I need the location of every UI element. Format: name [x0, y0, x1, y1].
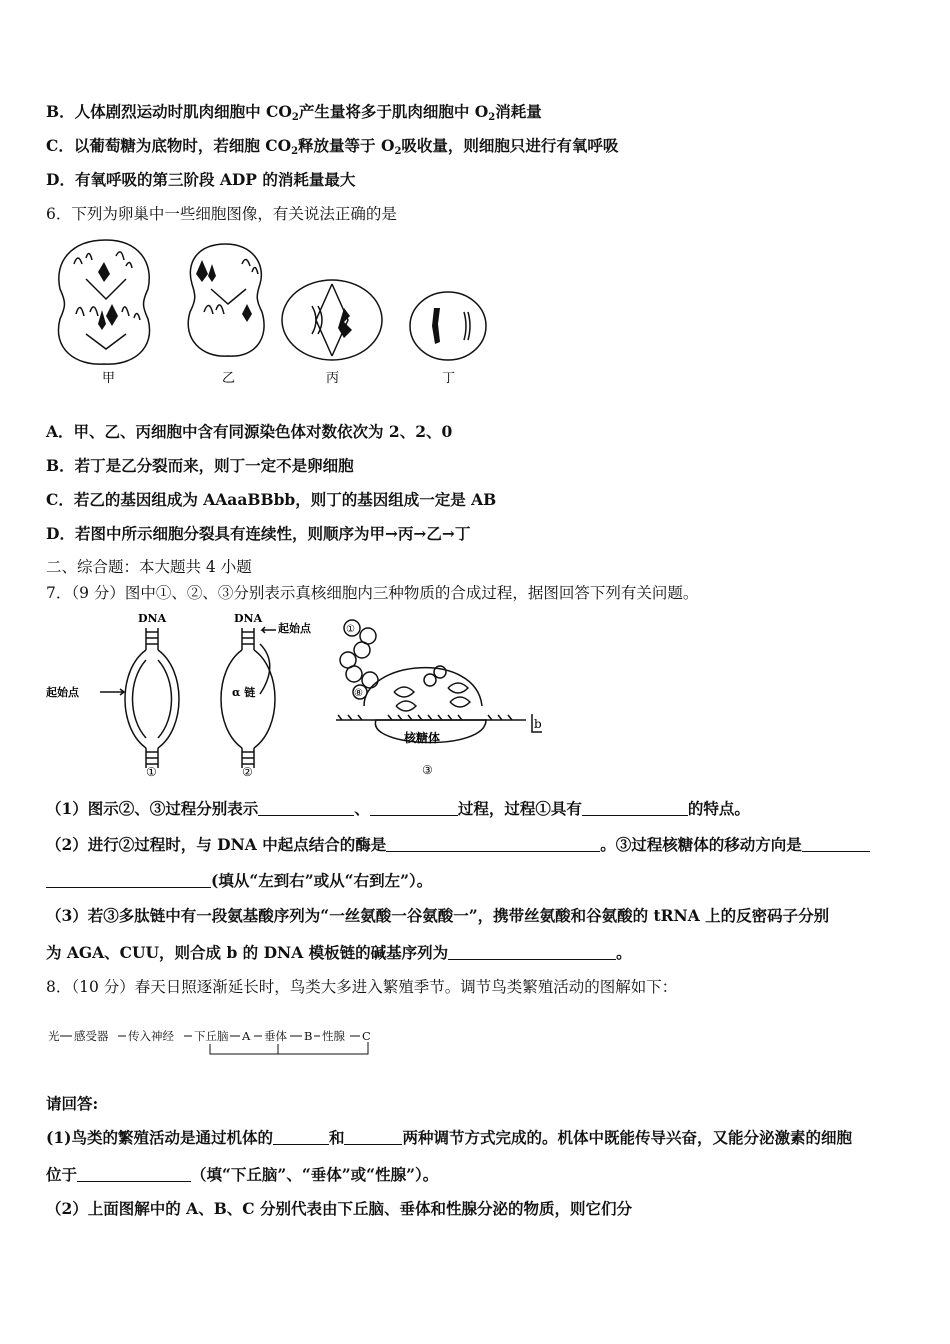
section-heading: 二、综合题：本大题共 4 小题: [46, 558, 252, 576]
cell-bing: [282, 280, 382, 360]
dna-label-2: DNA: [234, 612, 263, 625]
flow-hypothalamus: 下丘脑: [194, 1029, 229, 1043]
flow-gonad: 性腺: [322, 1029, 345, 1043]
dna-label-1: DNA: [138, 612, 167, 625]
answer-blank[interactable]: [802, 836, 870, 852]
option-6a: A．甲、乙、丙细胞中含有同源染色体对数依次为 2、2、0: [46, 422, 453, 441]
option-6b: B．若丁是乙分裂而来，则丁一定不是卵细胞: [46, 456, 354, 475]
synthesis-figure: [46, 610, 566, 780]
q7-part2-cont: (填从“左到右”或从“右到左”）。: [46, 871, 432, 891]
q8-part2: （2）上面图解中的 A、B、C 分别代表由下丘脑、垂体和性腺分泌的物质，则它们分: [46, 1199, 633, 1218]
cell-division-figure: [46, 234, 506, 394]
answer-blank[interactable]: [370, 800, 458, 816]
answer-blank[interactable]: [582, 800, 688, 816]
q7-part3-cont: 为 AGA、CUU，则合成 b 的 DNA 模板链的碱基序列为 。: [46, 943, 632, 962]
process-3-label: ③: [422, 763, 433, 777]
flow-receptor: 感受器: [74, 1029, 109, 1043]
option-6c: C．若乙的基因组成为 AAaaBBbb，则丁的基因组成一定是 AB: [46, 490, 497, 509]
answer-blank[interactable]: [46, 872, 211, 888]
q7-part2: （2）进行②过程时，与 DNA 中起点结合的酶是 。③过程核糖体的移动方向是: [46, 835, 870, 855]
option-5c: C．以葡萄糖为底物时，若细胞 $CO_2$释放量等于 $O_2$吸收量，则细胞只进行有氧呼吸: [46, 136, 619, 157]
option-5b: B．人体剧烈运动时肌肉细胞中 $CO_2$产生量将多于肌肉细胞中 $O_2$消耗量: [46, 102, 542, 123]
flow-pituitary: 垂体: [264, 1029, 287, 1043]
flow-c: C: [362, 1029, 371, 1043]
cell-yi: [188, 244, 264, 356]
answer-blank[interactable]: [273, 1129, 329, 1145]
start-label-2: 起始点: [278, 622, 311, 635]
cell-ding: [410, 292, 486, 360]
process-1-label: ①: [146, 765, 157, 779]
process-2-label: ②: [242, 765, 253, 779]
flow-light: 光: [48, 1029, 60, 1043]
ribosome-label: 核糖体: [404, 731, 441, 745]
flow-a: A: [242, 1029, 251, 1043]
alpha-chain-label: α 链: [232, 686, 256, 699]
label-jia: 甲: [102, 371, 116, 386]
q7-part1: （1）图示②、③过程分别表示 、 过程，过程①具有 的特点。: [46, 799, 750, 818]
regulation-flow-diagram: [46, 1020, 376, 1060]
question-8-stem: 8．（10 分）春天日照逐渐延长时，鸟类大多进入繁殖季节。调节鸟类繁殖活动的图解如下：: [46, 978, 678, 996]
chain-start-label: ①: [346, 624, 355, 635]
option-5d: D．有氧呼吸的第三阶段 ADP 的消耗量最大: [46, 170, 356, 189]
flow-afferent-nerve: 传入神经: [128, 1029, 174, 1043]
q8-prompt: 请回答:: [46, 1094, 99, 1113]
q8-part1-cont: 位于 （填“下丘脑”、“垂体”或“性腺”）。: [46, 1165, 439, 1184]
cell-jia: [58, 240, 149, 364]
label-ding: 丁: [442, 371, 456, 386]
mrna-b-label: b: [534, 717, 542, 731]
answer-blank[interactable]: [77, 1166, 191, 1182]
option-6d: D．若图中所示细胞分裂具有连续性，则顺序为甲→丙→乙→丁: [46, 524, 471, 543]
q7-part3: （3）若③多肽链中有一段氨基酸序列为“一丝氨酸一谷氨酸一”，携带丝氨酸和谷氨酸的 tRNA 上的反密码子分别: [46, 906, 830, 925]
q8-part1: (1)鸟类的繁殖活动是通过机体的 和 两种调节方式完成的。机体中既能传导兴奋，又能分泌激素的细胞: [46, 1128, 852, 1147]
answer-blank[interactable]: [386, 836, 600, 852]
start-label-1: 起始点: [46, 686, 79, 699]
label-bing: 丙: [326, 371, 340, 386]
question-6-stem: 6．下列为卵巢中一些细胞图像，有关说法正确的是: [46, 205, 397, 223]
answer-blank[interactable]: [258, 800, 354, 816]
flow-b: B: [304, 1029, 313, 1043]
answer-blank[interactable]: [448, 944, 616, 960]
question-7-stem: 7．（9 分）图中①、②、③分别表示真核细胞内三种物质的合成过程，据图回答下列有关问题。: [46, 584, 699, 602]
chain-end-label: ⑧: [354, 688, 363, 699]
answer-blank[interactable]: [344, 1129, 402, 1145]
label-yi: 乙: [222, 371, 236, 386]
